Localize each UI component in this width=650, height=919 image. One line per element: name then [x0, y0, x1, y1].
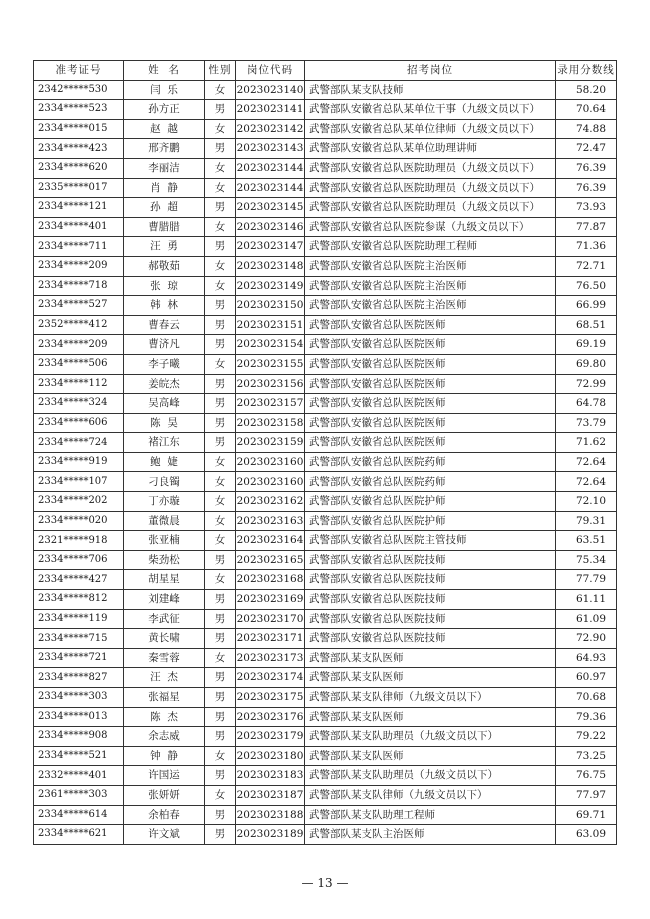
cell-post-code: 2023023170: [236, 609, 305, 629]
cell-gender: 男: [205, 413, 236, 433]
table-row: [34, 590, 617, 610]
cell-score: 77.87: [556, 217, 617, 237]
cell-score: 72.64: [556, 472, 617, 492]
cell-name: 李子曦: [124, 354, 205, 374]
cell-gender: 男: [205, 198, 236, 218]
cell-post: 武警部队安徽省总队医院药师: [305, 472, 556, 492]
cell-gender: 男: [205, 296, 236, 316]
table-row: [34, 354, 617, 374]
cell-name: 肖 静: [124, 178, 205, 198]
cell-post-code: 2023023168: [236, 570, 305, 590]
page-number: — 13 —: [301, 876, 349, 890]
table-row: [34, 276, 617, 296]
cell-gender: 男: [205, 100, 236, 120]
cell-post: 武警部队安徽省总队医院医师: [305, 315, 556, 335]
cell-exam-id: 2334*****423: [34, 139, 124, 159]
table-row: [34, 511, 617, 531]
cell-post-code: 2023023162: [236, 492, 305, 512]
cell-name: 陈 杰: [124, 707, 205, 727]
cell-name: 余柏春: [124, 805, 205, 825]
cell-name: 李武征: [124, 609, 205, 629]
cell-score: 79.31: [556, 511, 617, 531]
table-row: [34, 374, 617, 394]
cell-exam-id: 2334*****401: [34, 217, 124, 237]
cell-exam-id: 2334*****202: [34, 492, 124, 512]
cell-post-code: 2023023157: [236, 394, 305, 414]
table-row: [34, 707, 617, 727]
cell-gender: 女: [205, 472, 236, 492]
table-row: [34, 394, 617, 414]
cell-name: 吴高峰: [124, 394, 205, 414]
table-row: [34, 217, 617, 237]
table-row: [34, 785, 617, 805]
cell-name: 胡星星: [124, 570, 205, 590]
cell-gender: 男: [205, 590, 236, 610]
cell-gender: 男: [205, 237, 236, 257]
cell-exam-id: 2334*****119: [34, 609, 124, 629]
header-exam-id: 准考证号: [34, 61, 124, 81]
cell-name: 陈 昊: [124, 413, 205, 433]
cell-score: 69.71: [556, 805, 617, 825]
cell-post-code: 2023023160: [236, 452, 305, 472]
cell-post-code: 2023023163: [236, 511, 305, 531]
cell-gender: 女: [205, 276, 236, 296]
cell-post: 武警部队某支队医师: [305, 668, 556, 688]
cell-gender: 男: [205, 433, 236, 453]
cell-gender: 女: [205, 570, 236, 590]
cell-exam-id: 2334*****908: [34, 727, 124, 747]
cell-name: 赵 越: [124, 119, 205, 139]
cell-name: 丁亦璇: [124, 492, 205, 512]
cell-post: 武警部队安徽省总队医院助理员（九级文员以下）: [305, 198, 556, 218]
table-row: [34, 413, 617, 433]
table-row: [34, 805, 617, 825]
table-row: [34, 119, 617, 139]
cell-name: 曹春云: [124, 315, 205, 335]
cell-exam-id: 2334*****724: [34, 433, 124, 453]
cell-post: 武警部队某支队助理工程师: [305, 805, 556, 825]
cell-score: 72.64: [556, 452, 617, 472]
cell-post: 武警部队安徽省总队医院参谋（九级文员以下）: [305, 217, 556, 237]
cell-post-code: 2023023150: [236, 296, 305, 316]
cell-name: 汪 勇: [124, 237, 205, 257]
cell-post-code: 2023023159: [236, 433, 305, 453]
cell-name: 曹腊腊: [124, 217, 205, 237]
cell-gender: 男: [205, 629, 236, 649]
cell-post: 武警部队安徽省总队医院助理工程师: [305, 237, 556, 257]
table-row: [34, 100, 617, 120]
cell-post: 武警部队某支队助理员（九级文员以下）: [305, 727, 556, 747]
cell-post: 武警部队安徽省总队某单位干事（九级文员以下）: [305, 100, 556, 120]
table-row: [34, 492, 617, 512]
cell-post: 武警部队安徽省总队医院技师: [305, 629, 556, 649]
cell-exam-id: 2352*****412: [34, 315, 124, 335]
cell-gender: 女: [205, 119, 236, 139]
header-score: 录用分数线: [556, 61, 617, 81]
cell-exam-id: 2334*****620: [34, 158, 124, 178]
cell-name: 褚江东: [124, 433, 205, 453]
cell-score: 70.64: [556, 100, 617, 120]
cell-name: 曹济凡: [124, 335, 205, 355]
cell-name: 姜皖杰: [124, 374, 205, 394]
cell-gender: 男: [205, 609, 236, 629]
cell-name: 张福星: [124, 688, 205, 708]
cell-exam-id: 2334*****020: [34, 511, 124, 531]
table-row: [34, 256, 617, 276]
cell-gender: 女: [205, 158, 236, 178]
table-row: [34, 178, 617, 198]
cell-exam-id: 2334*****013: [34, 707, 124, 727]
cell-score: 73.93: [556, 198, 617, 218]
cell-name: 张亚楠: [124, 531, 205, 551]
cell-score: 61.09: [556, 609, 617, 629]
cell-exam-id: 2334*****324: [34, 394, 124, 414]
cell-score: 61.11: [556, 590, 617, 610]
cell-score: 75.34: [556, 550, 617, 570]
table-row: [34, 727, 617, 747]
cell-post-code: 2023023176: [236, 707, 305, 727]
cell-score: 77.79: [556, 570, 617, 590]
table-row: [34, 80, 617, 100]
cell-exam-id: 2334*****919: [34, 452, 124, 472]
cell-name: 孙方正: [124, 100, 205, 120]
cell-name: 郝敬茹: [124, 256, 205, 276]
cell-gender: 男: [205, 315, 236, 335]
table-row: [34, 139, 617, 159]
cell-score: 58.20: [556, 80, 617, 100]
table-row: [34, 648, 617, 668]
cell-score: 72.90: [556, 629, 617, 649]
cell-gender: 女: [205, 531, 236, 551]
cell-exam-id: 2361*****303: [34, 785, 124, 805]
table-row: [34, 609, 617, 629]
cell-post-code: 2023023151: [236, 315, 305, 335]
cell-score: 71.62: [556, 433, 617, 453]
cell-post-code: 2023023142: [236, 119, 305, 139]
cell-name: 董微晨: [124, 511, 205, 531]
cell-score: 63.51: [556, 531, 617, 551]
cell-post: 武警部队某支队主治医师: [305, 825, 556, 845]
cell-post-code: 2023023140: [236, 80, 305, 100]
cell-post: 武警部队安徽省总队医院医师: [305, 335, 556, 355]
cell-post-code: 2023023165: [236, 550, 305, 570]
cell-post-code: 2023023145: [236, 198, 305, 218]
cell-post-code: 2023023188: [236, 805, 305, 825]
cell-name: 许国运: [124, 766, 205, 786]
cell-post: 武警部队安徽省总队医院主治医师: [305, 296, 556, 316]
cell-gender: 男: [205, 550, 236, 570]
cell-gender: 女: [205, 785, 236, 805]
cell-exam-id: 2334*****121: [34, 198, 124, 218]
cell-name: 孙 超: [124, 198, 205, 218]
cell-score: 70.68: [556, 688, 617, 708]
cell-exam-id: 2332*****401: [34, 766, 124, 786]
cell-exam-id: 2334*****427: [34, 570, 124, 590]
cell-exam-id: 2334*****827: [34, 668, 124, 688]
cell-gender: 女: [205, 354, 236, 374]
table-row: [34, 766, 617, 786]
cell-post-code: 2023023146: [236, 217, 305, 237]
cell-name: 鲍 婕: [124, 452, 205, 472]
cell-post-code: 2023023158: [236, 413, 305, 433]
cell-post: 武警部队安徽省总队医院助理员（九级文员以下）: [305, 158, 556, 178]
cell-post: 武警部队安徽省总队某单位律师（九级文员以下）: [305, 119, 556, 139]
cell-gender: 男: [205, 668, 236, 688]
cell-exam-id: 2334*****209: [34, 256, 124, 276]
cell-post: 武警部队安徽省总队医院技师: [305, 550, 556, 570]
table-row: [34, 570, 617, 590]
cell-name: 许文斌: [124, 825, 205, 845]
cell-post: 武警部队安徽省总队某单位助理讲师: [305, 139, 556, 159]
cell-post-code: 2023023180: [236, 746, 305, 766]
cell-exam-id: 2342*****530: [34, 80, 124, 100]
cell-score: 79.22: [556, 727, 617, 747]
cell-gender: 女: [205, 648, 236, 668]
cell-post-code: 2023023149: [236, 276, 305, 296]
cell-gender: 女: [205, 256, 236, 276]
table-row: [34, 315, 617, 335]
table-row: [34, 335, 617, 355]
cell-score: 76.50: [556, 276, 617, 296]
table-row: [34, 472, 617, 492]
cell-exam-id: 2334*****706: [34, 550, 124, 570]
cell-score: 77.97: [556, 785, 617, 805]
cell-name: 柴劲松: [124, 550, 205, 570]
cell-gender: 女: [205, 511, 236, 531]
table-row: [34, 158, 617, 178]
cell-gender: 女: [205, 492, 236, 512]
cell-post: 武警部队安徽省总队医院主管技师: [305, 531, 556, 551]
cell-post-code: 2023023143: [236, 139, 305, 159]
cell-post: 武警部队安徽省总队医院技师: [305, 609, 556, 629]
cell-name: 刘建峰: [124, 590, 205, 610]
cell-gender: 女: [205, 178, 236, 198]
cell-score: 76.75: [556, 766, 617, 786]
cell-name: 张 琼: [124, 276, 205, 296]
cell-gender: 男: [205, 688, 236, 708]
cell-post-code: 2023023154: [236, 335, 305, 355]
cell-name: 韩 林: [124, 296, 205, 316]
cell-post-code: 2023023148: [236, 256, 305, 276]
cell-post-code: 2023023141: [236, 100, 305, 120]
cell-post-code: 2023023175: [236, 688, 305, 708]
cell-gender: 男: [205, 805, 236, 825]
cell-post-code: 2023023187: [236, 785, 305, 805]
cell-score: 73.25: [556, 746, 617, 766]
cell-post-code: 2023023179: [236, 727, 305, 747]
cell-gender: 女: [205, 452, 236, 472]
cell-score: 72.10: [556, 492, 617, 512]
cell-score: 76.39: [556, 158, 617, 178]
cell-post-code: 2023023160: [236, 472, 305, 492]
cell-post: 武警部队安徽省总队医院护师: [305, 511, 556, 531]
table-row: [34, 433, 617, 453]
cell-exam-id: 2334*****112: [34, 374, 124, 394]
cell-gender: 男: [205, 727, 236, 747]
cell-gender: 女: [205, 80, 236, 100]
cell-exam-id: 2334*****718: [34, 276, 124, 296]
cell-score: 66.99: [556, 296, 617, 316]
cell-gender: 男: [205, 374, 236, 394]
cell-exam-id: 2334*****209: [34, 335, 124, 355]
cell-exam-id: 2334*****721: [34, 648, 124, 668]
cell-post-code: 2023023174: [236, 668, 305, 688]
table-body: [34, 80, 617, 844]
cell-post-code: 2023023173: [236, 648, 305, 668]
cell-post: 武警部队安徽省总队医院医师: [305, 354, 556, 374]
table-header-row: [34, 61, 617, 81]
cell-post-code: 2023023183: [236, 766, 305, 786]
cell-score: 69.19: [556, 335, 617, 355]
table-row: [34, 825, 617, 845]
cell-post-code: 2023023189: [236, 825, 305, 845]
cell-score: 74.88: [556, 119, 617, 139]
cell-post-code: 2023023144: [236, 178, 305, 198]
cell-post-code: 2023023147: [236, 237, 305, 257]
cell-exam-id: 2334*****527: [34, 296, 124, 316]
cell-name: 秦雪蓉: [124, 648, 205, 668]
cell-post: 武警部队安徽省总队医院助理员（九级文员以下）: [305, 178, 556, 198]
table-row: [34, 688, 617, 708]
cell-score: 73.79: [556, 413, 617, 433]
cell-exam-id: 2334*****523: [34, 100, 124, 120]
cell-exam-id: 2334*****506: [34, 354, 124, 374]
cell-post: 武警部队安徽省总队医院药师: [305, 452, 556, 472]
table-row: [34, 668, 617, 688]
cell-post: 武警部队某支队助理员（九级文员以下）: [305, 766, 556, 786]
cell-post: 武警部队安徽省总队医院医师: [305, 433, 556, 453]
admission-score-table: [33, 60, 617, 845]
cell-gender: 男: [205, 394, 236, 414]
cell-name: 李丽洁: [124, 158, 205, 178]
table-row: [34, 237, 617, 257]
cell-exam-id: 2334*****606: [34, 413, 124, 433]
cell-name: 张妍妍: [124, 785, 205, 805]
cell-name: 闫 乐: [124, 80, 205, 100]
cell-post: 武警部队安徽省总队医院主治医师: [305, 256, 556, 276]
cell-gender: 男: [205, 766, 236, 786]
cell-gender: 女: [205, 217, 236, 237]
cell-score: 60.97: [556, 668, 617, 688]
header-name: 姓 名: [124, 61, 205, 81]
cell-gender: 男: [205, 139, 236, 159]
cell-gender: 男: [205, 825, 236, 845]
header-post-code: 岗位代码: [236, 61, 305, 81]
cell-gender: 男: [205, 707, 236, 727]
cell-post: 武警部队某支队律师（九级文员以下）: [305, 688, 556, 708]
cell-exam-id: 2334*****711: [34, 237, 124, 257]
cell-post: 武警部队安徽省总队医院护师: [305, 492, 556, 512]
cell-name: 刁良镯: [124, 472, 205, 492]
table-row: [34, 452, 617, 472]
cell-post-code: 2023023156: [236, 374, 305, 394]
cell-name: 余志威: [124, 727, 205, 747]
cell-post: 武警部队某支队律师（九级文员以下）: [305, 785, 556, 805]
cell-score: 69.80: [556, 354, 617, 374]
table-row: [34, 531, 617, 551]
cell-exam-id: 2334*****715: [34, 629, 124, 649]
cell-post-code: 2023023155: [236, 354, 305, 374]
cell-exam-id: 2334*****614: [34, 805, 124, 825]
cell-score: 79.36: [556, 707, 617, 727]
table-row: [34, 296, 617, 316]
cell-post-code: 2023023169: [236, 590, 305, 610]
cell-score: 64.78: [556, 394, 617, 414]
cell-score: 71.36: [556, 237, 617, 257]
header-gender: 性别: [205, 61, 236, 81]
cell-score: 72.71: [556, 256, 617, 276]
cell-exam-id: 2334*****521: [34, 746, 124, 766]
cell-post-code: 2023023164: [236, 531, 305, 551]
cell-exam-id: 2334*****015: [34, 119, 124, 139]
cell-post: 武警部队安徽省总队医院医师: [305, 413, 556, 433]
cell-post: 武警部队安徽省总队医院医师: [305, 374, 556, 394]
cell-score: 64.93: [556, 648, 617, 668]
cell-exam-id: 2334*****107: [34, 472, 124, 492]
cell-name: 邢齐鹏: [124, 139, 205, 159]
cell-gender: 女: [205, 746, 236, 766]
cell-score: 72.47: [556, 139, 617, 159]
table-row: [34, 629, 617, 649]
cell-post: 武警部队某支队技师: [305, 80, 556, 100]
cell-exam-id: 2335*****017: [34, 178, 124, 198]
cell-post: 武警部队某支队医师: [305, 648, 556, 668]
cell-name: 钟 静: [124, 746, 205, 766]
table-row: [34, 198, 617, 218]
cell-post: 武警部队某支队医师: [305, 746, 556, 766]
cell-post: 武警部队安徽省总队医院医师: [305, 394, 556, 414]
cell-score: 68.51: [556, 315, 617, 335]
cell-exam-id: 2334*****621: [34, 825, 124, 845]
table-row: [34, 550, 617, 570]
cell-exam-id: 2321*****918: [34, 531, 124, 551]
cell-post: 武警部队某支队医师: [305, 707, 556, 727]
cell-gender: 男: [205, 335, 236, 355]
table-row: [34, 746, 617, 766]
cell-post: 武警部队安徽省总队医院技师: [305, 570, 556, 590]
cell-score: 63.09: [556, 825, 617, 845]
cell-score: 72.99: [556, 374, 617, 394]
cell-name: 汪 杰: [124, 668, 205, 688]
cell-post-code: 2023023144: [236, 158, 305, 178]
header-post: 招考岗位: [305, 61, 556, 81]
cell-exam-id: 2334*****812: [34, 590, 124, 610]
cell-name: 黄长啸: [124, 629, 205, 649]
cell-post-code: 2023023171: [236, 629, 305, 649]
cell-post: 武警部队安徽省总队医院技师: [305, 590, 556, 610]
cell-post: 武警部队安徽省总队医院主治医师: [305, 276, 556, 296]
cell-score: 76.39: [556, 178, 617, 198]
cell-exam-id: 2334*****303: [34, 688, 124, 708]
